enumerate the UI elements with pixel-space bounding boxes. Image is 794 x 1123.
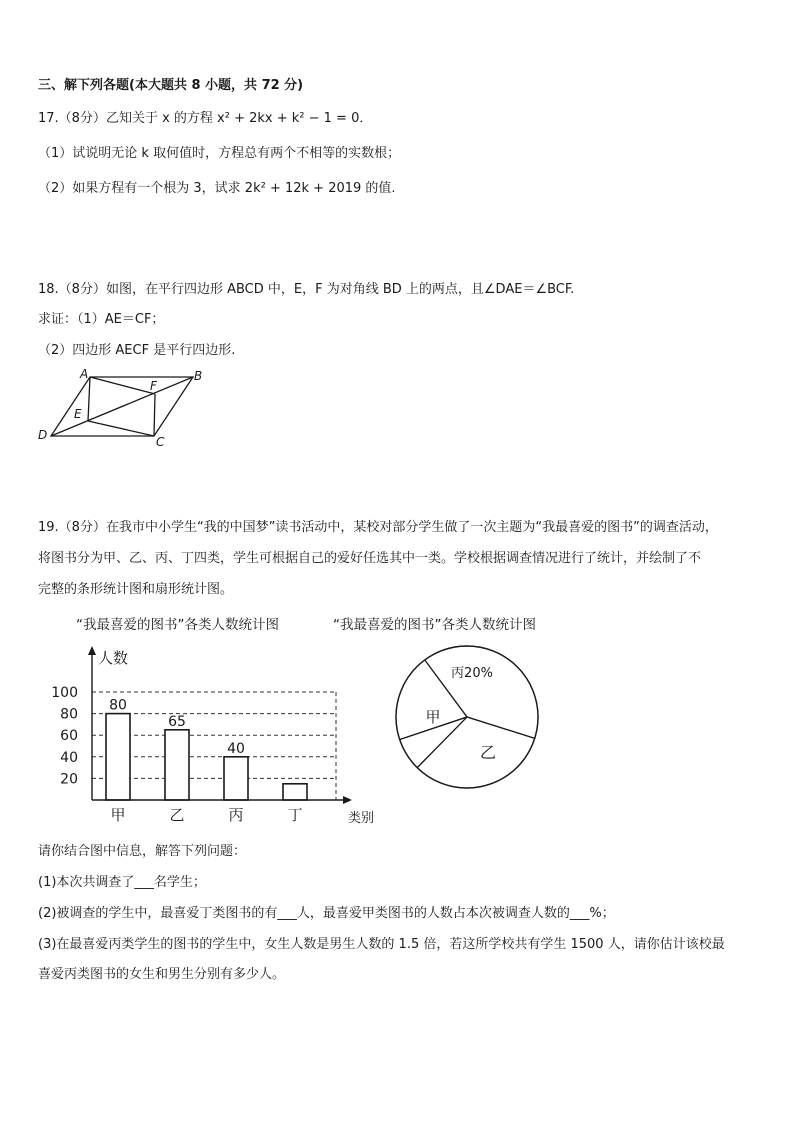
label-b: B xyxy=(194,369,203,383)
label-c: C xyxy=(156,435,165,449)
y-tick-label: 80 xyxy=(60,706,78,723)
q19-stem-line3: 完整的条形统计图和扇形统计图。 xyxy=(38,582,234,597)
q19-sub1: (1)本次共调查了___名学生； xyxy=(38,875,206,890)
parallelogram-figure xyxy=(30,366,210,450)
label-e: E xyxy=(74,407,82,421)
bar-yticks xyxy=(51,685,78,787)
q19-sub3-line2: 喜爱丙类图书的女生和男生分别有多少人。 xyxy=(38,967,286,982)
x-tick-label: 丙 xyxy=(228,806,244,824)
bar-chart-title: “我最喜爱的图书”各类人数统计图 xyxy=(76,617,279,633)
y-tick-label: 60 xyxy=(60,728,78,745)
x-axis-arrow xyxy=(343,796,352,804)
q19-sub3-line1: (3)在最喜爱丙类学生的图书的学生中，女生人数是男生人数的 1.5 倍，若这所学校共有学生 1500 人，请你估计该校最 xyxy=(38,937,725,952)
q17-stem: 17.（8分）乙知关于 x 的方程 x² + 2kx + k² − 1 = 0． xyxy=(38,111,373,126)
segment-af xyxy=(90,377,155,394)
segment-ec xyxy=(88,421,154,436)
y-tick-label: 20 xyxy=(60,771,78,788)
x-tick-label: 丁 xyxy=(287,806,303,824)
y-tick-label: 40 xyxy=(60,749,78,766)
q19-stem-line2: 将图书分为甲、乙、丙、丁四类，学生可根据自己的爱好任选其中一类。学校根据调查情况进行了统计，并绘制了不 xyxy=(38,551,702,566)
y-axis-label: 人数 xyxy=(98,649,129,667)
x-tick-label: 甲 xyxy=(110,806,126,824)
y-tick-label: 100 xyxy=(51,685,78,701)
segment-ae xyxy=(88,377,90,421)
q18-stem: 18.（8分）如图，在平行四边形 ABCD 中，E，F 为对角线 BD 上的两点，且∠DAE＝∠BCF. xyxy=(38,282,575,297)
y-axis-arrow xyxy=(88,646,96,655)
bar-xticks xyxy=(110,806,302,824)
bar xyxy=(106,714,130,800)
q17-part1: （1）试说明无论 k 取何值时，方程总有两个不相等的实数根； xyxy=(38,146,401,161)
pie-label: 丙20% xyxy=(451,666,493,681)
segment-fc xyxy=(154,394,155,436)
bar-bars xyxy=(106,698,307,800)
pie-chart xyxy=(390,640,550,810)
label-a: A xyxy=(80,367,89,381)
bar-value-label: 65 xyxy=(168,713,186,730)
q17-part2: （2）如果方程有一个根为 3，试求 2k² + 12k + 2019 的值. xyxy=(38,181,396,196)
q18-part2: （2）四边形 AECF 是平行四边形. xyxy=(38,343,236,358)
pie-label: 甲 xyxy=(425,708,441,726)
bar-value-label: 40 xyxy=(227,740,245,757)
bar-chart xyxy=(40,640,390,830)
q19-intro: 请你结合图中信息，解答下列问题： xyxy=(38,844,247,859)
bar xyxy=(283,784,307,800)
pie-chart-title: “我最喜爱的图书”各类人数统计图 xyxy=(333,617,536,633)
x-tick-label: 乙 xyxy=(169,806,185,824)
x-axis-label: 类别 xyxy=(348,811,375,826)
label-d: D xyxy=(38,428,48,442)
q19-sub2: (2)被调查的学生中，最喜爱丁类图书的有___人，最喜爱甲类图书的人数占本次被调查人数的___%； xyxy=(38,906,615,921)
label-f: F xyxy=(150,379,157,393)
pie-label: 乙 xyxy=(479,743,497,762)
q19-stem-line1: 19.（8分）在我市中小学生“我的中国梦”读书活动中，某校对部分学生做了一次主题为“我最喜爱的图书”的调查活动， xyxy=(38,520,718,535)
bar xyxy=(165,730,189,800)
section-title: 三、解下列各题(本大题共 8 小题，共 72 分) xyxy=(38,78,304,93)
q18-part1: 求证：（1）AE＝CF； xyxy=(38,312,165,327)
bar-value-label: 80 xyxy=(109,697,127,714)
bar xyxy=(224,757,248,800)
